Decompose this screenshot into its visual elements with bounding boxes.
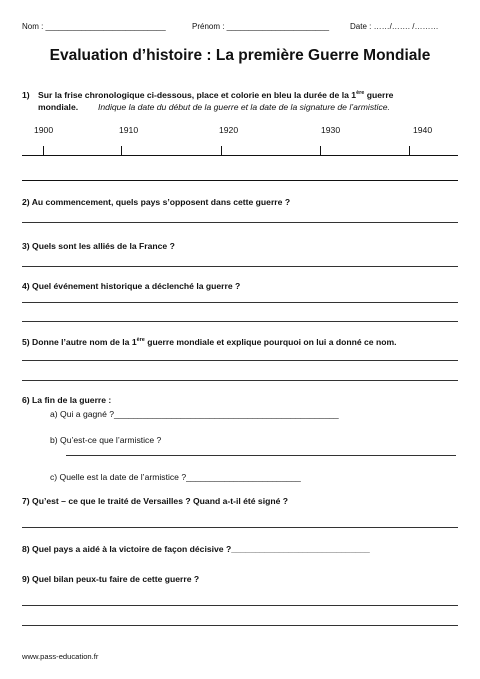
answer-line[interactable] [22,321,458,322]
question-8[interactable]: 8) Quel pays a aidé à la victoire de façon décisive ?_____________________________ [22,544,370,554]
timeline-tick-1930 [320,146,321,155]
nom-field-label[interactable]: Nom : ___________________________ [22,22,166,31]
timeline-label-1930: 1930 [321,125,341,135]
timeline-label-1900: 1900 [34,125,54,135]
question-4: 4) Quel événement historique a déclenché la guerre ? [22,281,241,291]
answer-line[interactable] [22,527,458,528]
answer-line[interactable] [22,302,458,303]
answer-line[interactable] [22,222,458,223]
footer-url[interactable]: www.pass-education.fr [22,652,99,661]
timeline-tick-1900 [43,146,44,155]
question-3: 3) Quels sont les alliés de la France ? [22,241,175,251]
timeline-tick-1940 [409,146,410,155]
timeline-bottom-line [22,180,458,181]
question-5: 5) Donne l’autre nom de la 1ère guerre mondiale et explique pourquoi on lui a donné ce nom. [22,337,397,347]
answer-line[interactable] [22,380,458,381]
date-field-label[interactable]: Date : ……/……. /……… [350,22,439,31]
page-title: Evaluation d’histoire : La première Guerre Mondiale [49,47,431,64]
question-6a[interactable]: a) Qui a gagné ?_______________________________________________ [50,409,339,419]
answer-line[interactable] [22,625,458,626]
answer-line[interactable] [22,266,458,267]
question-6c[interactable]: c) Quelle est la date de l’armistice ?________________________ [50,472,301,482]
answer-line[interactable] [22,605,458,606]
prenom-field-label[interactable]: Prénom : _______________________ [192,22,330,31]
timeline-label-1920: 1920 [219,125,239,135]
answer-line[interactable] [66,455,456,456]
question-7: 7) Qu’est – ce que le traité de Versailles ? Quand a-t-il été signé ? [22,496,289,506]
question-1-instruction: Indique la date du début de la guerre et la date de la signature de l’armistice. [98,102,390,112]
answer-line[interactable] [22,360,458,361]
question-1-text-cont: mondiale. [38,102,79,112]
question-9: 9) Quel bilan peux-tu faire de cette guerre ? [22,574,200,584]
question-1-number: 1) [22,90,30,100]
timeline-label-1940: 1940 [413,125,433,135]
timeline-label-1910: 1910 [119,125,139,135]
timeline-tick-1920 [221,146,222,155]
question-1-text: Sur la frise chronologique ci-dessous, place et colorie en bleu la durée de la 1ère guerre [38,90,394,100]
timeline-tick-1910 [121,146,122,155]
question-6b: b) Qu’est-ce que l’armistice ? [50,435,162,445]
question-2: 2) Au commencement, quels pays s’opposent dans cette guerre ? [22,197,291,207]
question-6-title: 6) La fin de la guerre : [22,395,112,405]
timeline-axis[interactable] [22,155,458,156]
